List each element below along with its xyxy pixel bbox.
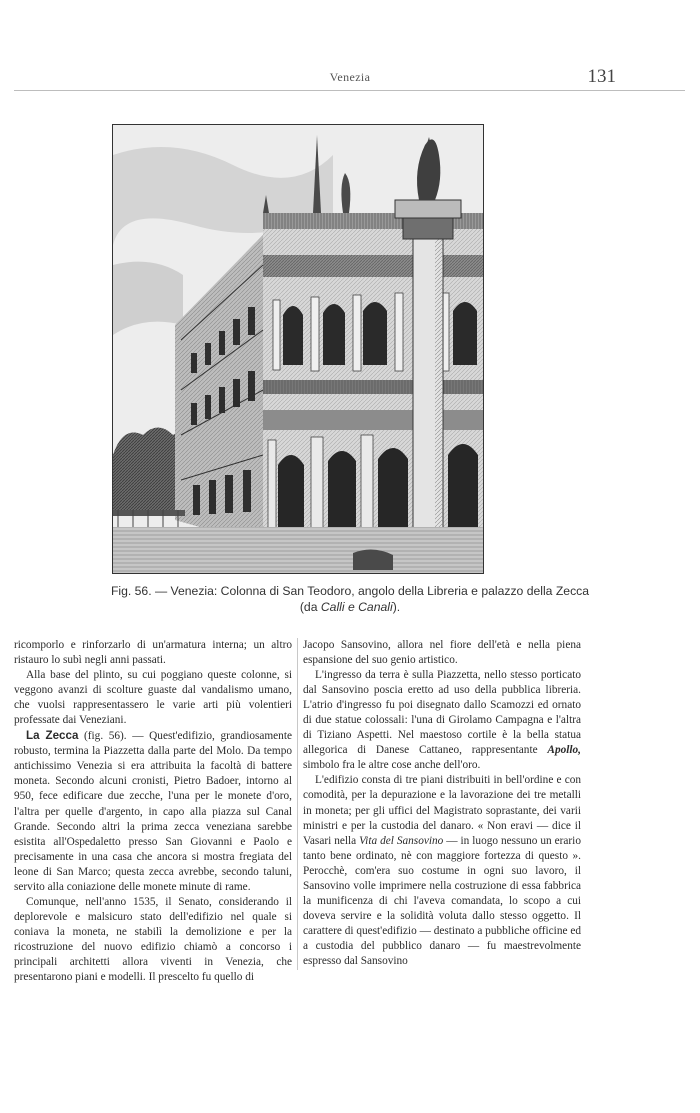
left-column <box>14 638 292 985</box>
left-paragraph-2: Alla base del plinto, su cui poggiano queste colonne, si veggono avanzi di scolture guaste dal vandalismo umano, che vuolsi rappresentassero le varie arti più volentieri professate dai Veneziani. <box>14 669 292 727</box>
left-paragraph-1: ricomporlo e rinforzarlo di un'armatura interna; un altro ristauro lo subì negli anni passati. <box>14 639 292 667</box>
apollo-emphasis: Apollo, <box>547 744 581 757</box>
left-paragraph-3-body: (fig. 56). — Quest'edifizio, grandiosamente robusto, termina la Piazzetta dalla parte del Molo. Da tempo antichissimo Venezia si era attribuita la facoltà di battere moneta. Secondo alcuni cronisti, Pietro Badoer, intorno al 950, fece edificare due zecche, l'una per le monete d'oro, l'altra per quelle d'argento, in capo alla piazza sul Canal Grande. Secondo altri la prima zecca veneziana sarebbe esistita all'Ospedaletto presso San Giovanni e Paolo e precisamente in una casa che ancora si mostra fregiata del leone di San Marco; questa zecca avrebbe, secondo taluni, servito alla coniazione delle monete minute di rame. <box>14 730 292 893</box>
running-title: Venezia <box>329 70 371 84</box>
right-column <box>303 638 581 969</box>
left-paragraph-4: Comunque, nell'anno 1535, il Senato, considerando il deplorevole e malsicuro stato dell'edifizio nel quale si coniava la moneta, ne stabilì la demolizione e per la ricostruzione del nuovo edifizio chiamò a concorso i principali architetti allora viventi in Venezia, che presentarono piani e modelli. Il prescelto fu quello di <box>14 895 292 984</box>
figure-caption <box>40 583 660 615</box>
vita-del-sansovino-title: Vita del Sansovino <box>359 834 444 847</box>
caption-main: Fig. 56. — Venezia: Colonna di San Teodoro, angolo della Libreria e palazzo della Zecca <box>110 584 590 598</box>
left-paragraph-3 <box>14 728 292 895</box>
right-paragraph-3-b: — in luogo nessuno un erario tanto bene ordinato, nè con maggiore fortezza di questo ». Perocchè, com'era suo costume in ogni suo lavoro, il Sansovino volle imprimere nella costruzione di essa fabbrica la munificenza di chi l'aveva comandata, lo scopo a cui doveva servire e la solidità voluta dallo stesso oggetto. Il carattere di quest'edifizio — destinato a pubbliche officine ed a custodia del pubblico danaro — fu maestrevolmente espresso dal Sansovino <box>303 834 581 967</box>
caption-close: ). <box>392 600 401 614</box>
engraving-illustration <box>113 125 483 573</box>
right-paragraph-2 <box>303 668 581 773</box>
right-paragraph-1: Jacopo Sansovino, allora nel fiore dell'età e nella piena espansione del suo genio artistico. <box>303 639 581 667</box>
caption-source-line <box>40 599 660 615</box>
figure-engraving <box>112 124 484 574</box>
right-paragraph-3-a: L'edifizio consta di tre piani distribuiti in bell'ordine e con comodità, per la depurazione e la lavorazione dei tre metalli in moneta; per gli uffici del Magistrato soprastante, dei varii ministri e per la custodia del danaro. « Non eravi — dice il Vasari nella <box>303 774 581 847</box>
running-head <box>0 68 700 88</box>
right-paragraph-2-a: L'ingresso da terra è sulla Piazzetta, nello stesso porticato dal Sansovino poscia eretto ad uso della pubblica libreria. L'atrio d'ingresso fu poi disegnato dallo Scamozzi ed ornato di due statue colossali: l'una di Girolamo Campagna e l'altra di Tiziano Aspetti. Nel maestoso cortile è la bella statua allegorica di Danese Cattaneo, rappresentante <box>303 669 581 757</box>
body-text <box>14 638 686 1108</box>
caption-open: (da <box>299 600 321 614</box>
right-paragraph-3 <box>303 773 581 969</box>
right-paragraph-2-b: simbolo fra le altre cose anche dell'oro. <box>303 759 481 772</box>
header-rule <box>14 90 685 91</box>
column-divider <box>297 638 298 970</box>
section-heading-la-zecca: La Zecca <box>26 729 79 743</box>
caption-source: Calli e Canali <box>320 600 393 614</box>
page-number: 131 <box>587 66 616 87</box>
